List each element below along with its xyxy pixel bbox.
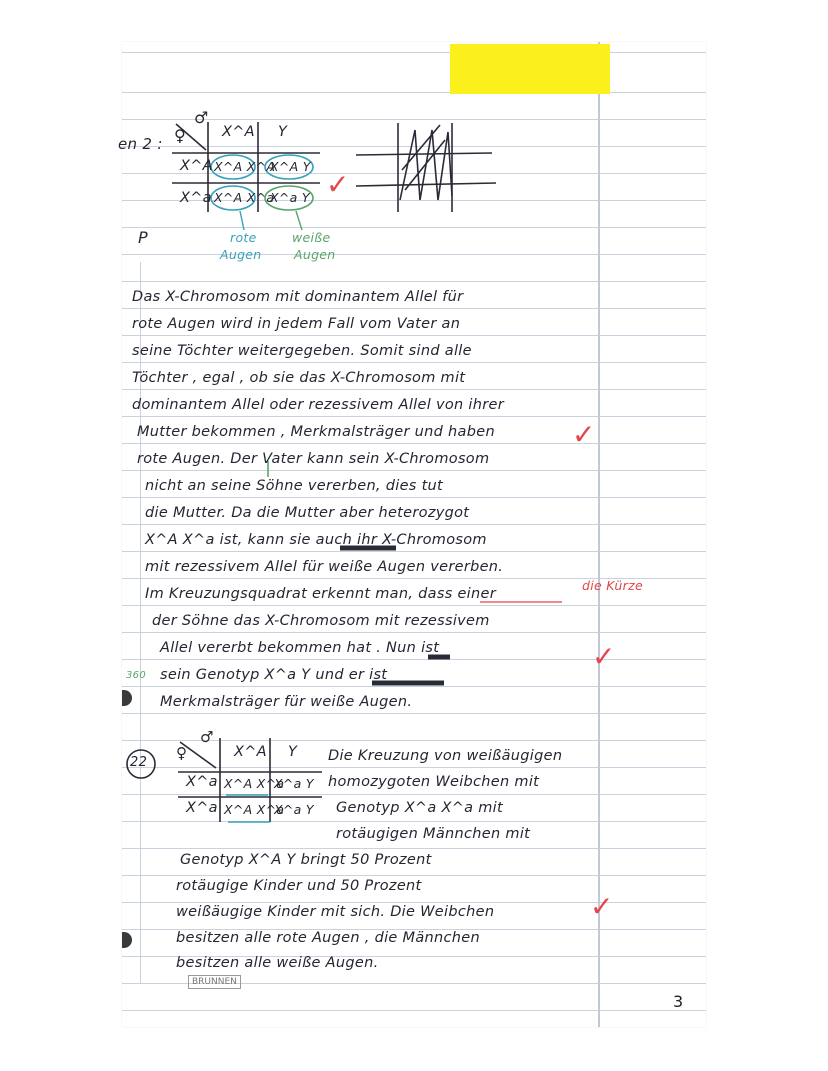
punnett1-cell: X^a Y <box>270 190 310 205</box>
text-line: rotäugigen Männchen mit <box>336 826 531 842</box>
margin-number: 360 <box>126 670 146 681</box>
punnett2-row1: X^a <box>186 774 218 790</box>
male-symbol: ♂ <box>194 108 209 127</box>
punnett1-col1: X^A <box>222 124 255 140</box>
text-line: Merkmalsträger für weiße Augen. <box>160 694 413 710</box>
text-line: weißäugige Kinder mit sich. Die Weibchen <box>176 904 495 920</box>
checkmark-icon: ✓ <box>326 168 350 201</box>
brand-stamp: BRUNNEN <box>188 975 241 989</box>
text-line: Die Kreuzung von weißäugigen <box>328 748 563 764</box>
punnett1-cell: X^A X^a <box>214 190 275 205</box>
text-line: X^A X^a ist, kann sie auch ihr X-Chromosom <box>145 532 487 548</box>
text-line: mit rezessivem Allel für weiße Augen vererben. <box>145 559 504 575</box>
text-line: besitzen alle weiße Augen. <box>176 955 379 971</box>
punnett1-cell: X^A X^A <box>214 159 276 174</box>
text-line: Im Kreuzungsquadrat erkennt man, dass einer <box>145 586 496 602</box>
label-red-eyes: rote <box>230 230 257 245</box>
text-line: Allel vererbt bekommen hat . Nun ist <box>160 640 440 656</box>
male-symbol: ♂ <box>200 728 214 746</box>
punnett2-row2: X^a <box>186 800 218 816</box>
punnett2-cell: X^a Y <box>274 802 314 817</box>
punnett1-cell: X^A Y <box>270 159 311 174</box>
page-number: 3 <box>673 992 684 1011</box>
punnett2-col1: X^A <box>234 744 267 760</box>
label-white-eyes: weiße <box>292 230 331 245</box>
text-line: die Mutter. Da die Mutter aber heterozygot <box>145 505 470 521</box>
text-line: homozygoten Weibchen mit <box>328 774 540 790</box>
text-line: nicht an seine Söhne vererben, dies tut <box>145 478 444 494</box>
female-symbol: ♀ <box>176 744 188 762</box>
punnett2-cell: X^A X^a <box>224 802 285 817</box>
punnett2-col2: Y <box>288 744 298 760</box>
text-line: besitzen alle rote Augen , die Männchen <box>176 930 481 946</box>
checkmark-icon: ✓ <box>590 890 614 923</box>
female-symbol: ♀ <box>174 126 187 145</box>
label-red-eyes-2: Augen <box>220 247 262 262</box>
punnett1-row2: X^a <box>180 190 212 206</box>
text-line: rote Augen wird in jedem Fall vom Vater an <box>132 316 461 332</box>
checkmark-icon: ✓ <box>572 418 596 451</box>
punnett1-row1: X^A <box>180 158 213 174</box>
task-number: 22 <box>130 755 148 770</box>
label-white-eyes-2: Augen <box>294 247 336 262</box>
text-line: rotäugige Kinder und 50 Prozent <box>176 878 422 894</box>
punnett2-cell: X^a Y <box>274 776 314 791</box>
text-line: der Söhne das X-Chromosom mit rezessivem <box>152 613 490 629</box>
text-line: rote Augen. Der Vater kann sein X-Chromosom <box>137 451 490 467</box>
p-label: P <box>138 228 148 247</box>
text-line: dominantem Allel oder rezessivem Allel von ihrer <box>132 397 504 413</box>
punnett2-cell: X^A X^a <box>224 776 285 791</box>
text-line: seine Töchter weitergegeben. Somit sind alle <box>132 343 472 359</box>
text-line: Mutter bekommen , Merkmalsträger und haben <box>137 424 495 440</box>
checkmark-icon: ✓ <box>592 640 616 673</box>
task-label: en 2 : <box>118 135 163 153</box>
text-line: Das X-Chromosom mit dominantem Allel für <box>132 289 464 305</box>
text-line: Genotyp X^a X^a mit <box>336 800 503 816</box>
punnett1-col2: Y <box>278 124 288 140</box>
text-line: sein Genotyp X^a Y und er ist <box>160 667 388 683</box>
text-line: Töchter , egal , ob sie das X-Chromosom mit <box>132 370 466 386</box>
margin-note: die Kürze <box>582 578 643 593</box>
text-line: Genotyp X^A Y bringt 50 Prozent <box>180 852 432 868</box>
